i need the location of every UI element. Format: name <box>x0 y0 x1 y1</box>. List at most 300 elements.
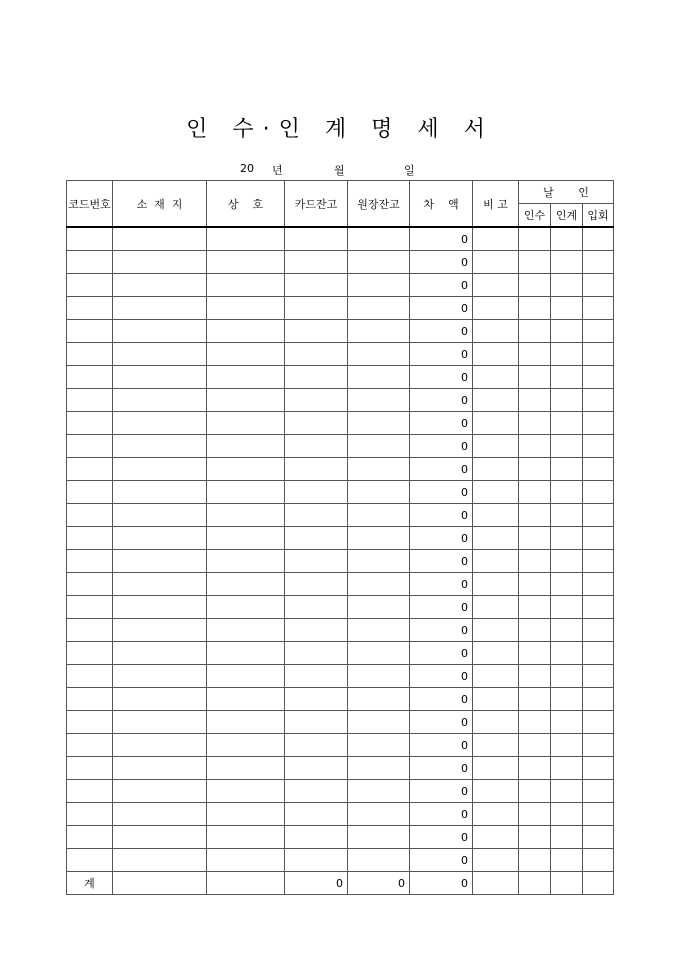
seal-receive-cell <box>519 619 551 642</box>
location-cell <box>113 481 207 504</box>
difference-cell: 0 <box>410 251 473 274</box>
seal-handover-cell <box>551 688 583 711</box>
header-business-name: 상 호 <box>207 181 285 228</box>
location-cell <box>113 227 207 251</box>
seal-witness-cell <box>583 343 614 366</box>
date-day-label: 일 <box>404 164 415 177</box>
ledger-balance-cell <box>348 412 410 435</box>
location-cell <box>113 826 207 849</box>
location-cell <box>113 550 207 573</box>
card-balance-cell <box>285 251 348 274</box>
seal-handover-cell <box>551 527 583 550</box>
difference-cell: 0 <box>410 412 473 435</box>
remarks-cell <box>473 573 519 596</box>
difference-cell: 0 <box>410 665 473 688</box>
seal-witness-cell <box>583 227 614 251</box>
seal-witness-cell <box>583 642 614 665</box>
ledger-balance-cell <box>348 803 410 826</box>
remarks-cell <box>473 619 519 642</box>
seal-witness-cell <box>583 481 614 504</box>
header-difference: 차 액 <box>410 181 473 228</box>
seal-witness-cell <box>583 826 614 849</box>
header-seal: 날 인 <box>519 181 614 204</box>
seal-handover-cell <box>551 596 583 619</box>
card-balance-cell <box>285 688 348 711</box>
business-cell <box>207 274 285 297</box>
total-seal-receive-cell <box>519 872 551 895</box>
card-balance-cell <box>285 849 348 872</box>
seal-witness-cell <box>583 803 614 826</box>
remarks-cell <box>473 366 519 389</box>
card-balance-cell <box>285 274 348 297</box>
difference-cell: 0 <box>410 642 473 665</box>
seal-handover-cell <box>551 803 583 826</box>
remarks-cell <box>473 412 519 435</box>
ledger-balance-cell <box>348 849 410 872</box>
seal-handover-cell <box>551 227 583 251</box>
ledger-balance-cell <box>348 642 410 665</box>
business-cell <box>207 688 285 711</box>
difference-cell: 0 <box>410 504 473 527</box>
remarks-cell <box>473 550 519 573</box>
remarks-cell <box>473 711 519 734</box>
location-cell <box>113 366 207 389</box>
seal-witness-cell <box>583 734 614 757</box>
table-row <box>67 527 614 550</box>
header-seal-handover: 인계 <box>551 204 583 228</box>
ledger-balance-cell <box>348 274 410 297</box>
ledger-balance-cell <box>348 780 410 803</box>
business-cell <box>207 596 285 619</box>
code-cell <box>67 504 113 527</box>
location-cell <box>113 458 207 481</box>
remarks-cell <box>473 458 519 481</box>
card-balance-cell <box>285 757 348 780</box>
remarks-cell <box>473 481 519 504</box>
remarks-cell <box>473 274 519 297</box>
table-row <box>67 227 614 251</box>
code-cell <box>67 389 113 412</box>
location-cell <box>113 619 207 642</box>
header-card-balance: 카드잔고 <box>285 181 348 228</box>
difference-cell: 0 <box>410 389 473 412</box>
seal-receive-cell <box>519 527 551 550</box>
header-ledger-balance: 원장잔고 <box>348 181 410 228</box>
ledger-balance-cell <box>348 320 410 343</box>
seal-handover-cell <box>551 711 583 734</box>
location-cell <box>113 688 207 711</box>
business-cell <box>207 573 285 596</box>
ledger-balance-cell <box>348 366 410 389</box>
seal-witness-cell <box>583 573 614 596</box>
total-location-cell <box>113 872 207 895</box>
seal-receive-cell <box>519 227 551 251</box>
seal-receive-cell <box>519 711 551 734</box>
difference-cell: 0 <box>410 274 473 297</box>
seal-receive-cell <box>519 504 551 527</box>
handover-ledger-table <box>66 180 614 895</box>
seal-receive-cell <box>519 320 551 343</box>
difference-cell: 0 <box>410 849 473 872</box>
ledger-balance-cell <box>348 711 410 734</box>
location-cell <box>113 711 207 734</box>
card-balance-cell <box>285 803 348 826</box>
difference-cell: 0 <box>410 619 473 642</box>
seal-witness-cell <box>583 297 614 320</box>
seal-witness-cell <box>583 458 614 481</box>
seal-witness-cell <box>583 550 614 573</box>
seal-receive-cell <box>519 734 551 757</box>
seal-receive-cell <box>519 596 551 619</box>
ledger-balance-cell <box>348 757 410 780</box>
code-cell <box>67 757 113 780</box>
location-cell <box>113 665 207 688</box>
code-cell <box>67 642 113 665</box>
ledger-balance-cell <box>348 435 410 458</box>
seal-receive-cell <box>519 849 551 872</box>
total-business-cell <box>207 872 285 895</box>
code-cell <box>67 458 113 481</box>
remarks-cell <box>473 389 519 412</box>
difference-cell: 0 <box>410 826 473 849</box>
location-cell <box>113 596 207 619</box>
location-cell <box>113 757 207 780</box>
seal-handover-cell <box>551 274 583 297</box>
seal-handover-cell <box>551 849 583 872</box>
remarks-cell <box>473 435 519 458</box>
card-balance-cell <box>285 619 348 642</box>
business-cell <box>207 227 285 251</box>
seal-witness-cell <box>583 251 614 274</box>
seal-witness-cell <box>583 504 614 527</box>
difference-cell: 0 <box>410 596 473 619</box>
card-balance-cell <box>285 780 348 803</box>
card-balance-cell <box>285 596 348 619</box>
header-seal-receive: 인수 <box>519 204 551 228</box>
ledger-balance-cell <box>348 251 410 274</box>
code-cell <box>67 550 113 573</box>
ledger-body <box>67 227 614 872</box>
table-row <box>67 803 614 826</box>
location-cell <box>113 251 207 274</box>
remarks-cell <box>473 320 519 343</box>
seal-handover-cell <box>551 251 583 274</box>
code-cell <box>67 251 113 274</box>
seal-handover-cell <box>551 780 583 803</box>
business-cell <box>207 780 285 803</box>
ledger-balance-cell <box>348 826 410 849</box>
location-cell <box>113 389 207 412</box>
table-row <box>67 665 614 688</box>
business-cell <box>207 366 285 389</box>
business-cell <box>207 504 285 527</box>
card-balance-cell <box>285 435 348 458</box>
ledger-balance-cell <box>348 389 410 412</box>
difference-cell: 0 <box>410 320 473 343</box>
card-balance-cell <box>285 550 348 573</box>
card-balance-cell <box>285 504 348 527</box>
business-cell <box>207 803 285 826</box>
business-cell <box>207 619 285 642</box>
code-cell <box>67 619 113 642</box>
total-ledger-balance: 0 <box>348 872 410 895</box>
ledger-balance-cell <box>348 573 410 596</box>
difference-cell: 0 <box>410 803 473 826</box>
location-cell <box>113 527 207 550</box>
difference-cell: 0 <box>410 573 473 596</box>
business-cell <box>207 665 285 688</box>
card-balance-cell <box>285 826 348 849</box>
code-cell <box>67 274 113 297</box>
business-cell <box>207 711 285 734</box>
table-row <box>67 366 614 389</box>
table-row <box>67 435 614 458</box>
seal-handover-cell <box>551 343 583 366</box>
code-cell <box>67 227 113 251</box>
table-row <box>67 688 614 711</box>
table-row <box>67 642 614 665</box>
business-cell <box>207 757 285 780</box>
seal-handover-cell <box>551 573 583 596</box>
seal-witness-cell <box>583 527 614 550</box>
seal-witness-cell <box>583 711 614 734</box>
ledger-balance-cell <box>348 481 410 504</box>
card-balance-cell <box>285 389 348 412</box>
location-cell <box>113 803 207 826</box>
seal-handover-cell <box>551 366 583 389</box>
seal-witness-cell <box>583 619 614 642</box>
difference-cell: 0 <box>410 688 473 711</box>
total-card-balance: 0 <box>285 872 348 895</box>
date-year-prefix: 20 <box>240 162 254 175</box>
code-cell <box>67 412 113 435</box>
remarks-cell <box>473 826 519 849</box>
location-cell <box>113 320 207 343</box>
card-balance-cell <box>285 665 348 688</box>
seal-witness-cell <box>583 366 614 389</box>
seal-witness-cell <box>583 665 614 688</box>
seal-witness-cell <box>583 320 614 343</box>
ledger-balance-cell <box>348 619 410 642</box>
code-cell <box>67 297 113 320</box>
difference-cell: 0 <box>410 527 473 550</box>
business-cell <box>207 251 285 274</box>
card-balance-cell <box>285 343 348 366</box>
code-cell <box>67 435 113 458</box>
header-location: 소 재 지 <box>113 181 207 228</box>
ledger-balance-cell <box>348 343 410 366</box>
business-cell <box>207 527 285 550</box>
location-cell <box>113 412 207 435</box>
difference-cell: 0 <box>410 458 473 481</box>
card-balance-cell <box>285 711 348 734</box>
business-cell <box>207 320 285 343</box>
location-cell <box>113 780 207 803</box>
business-cell <box>207 481 285 504</box>
remarks-cell <box>473 504 519 527</box>
table-row <box>67 619 614 642</box>
seal-receive-cell <box>519 780 551 803</box>
table-row <box>67 550 614 573</box>
code-cell <box>67 734 113 757</box>
card-balance-cell <box>285 573 348 596</box>
location-cell <box>113 343 207 366</box>
code-cell <box>67 343 113 366</box>
total-seal-witness-cell <box>583 872 614 895</box>
header-code: 코드번호 <box>67 181 113 228</box>
difference-cell: 0 <box>410 227 473 251</box>
total-row <box>67 872 614 895</box>
card-balance-cell <box>285 366 348 389</box>
card-balance-cell <box>285 320 348 343</box>
remarks-cell <box>473 642 519 665</box>
business-cell <box>207 849 285 872</box>
business-cell <box>207 826 285 849</box>
seal-receive-cell <box>519 803 551 826</box>
remarks-cell <box>473 251 519 274</box>
location-cell <box>113 504 207 527</box>
seal-handover-cell <box>551 757 583 780</box>
code-cell <box>67 366 113 389</box>
code-cell <box>67 320 113 343</box>
seal-witness-cell <box>583 688 614 711</box>
table-row <box>67 320 614 343</box>
seal-handover-cell <box>551 389 583 412</box>
difference-cell: 0 <box>410 366 473 389</box>
header-remarks: 비 고 <box>473 181 519 228</box>
remarks-cell <box>473 596 519 619</box>
table-row <box>67 826 614 849</box>
seal-witness-cell <box>583 780 614 803</box>
business-cell <box>207 642 285 665</box>
card-balance-cell <box>285 642 348 665</box>
seal-receive-cell <box>519 550 551 573</box>
location-cell <box>113 849 207 872</box>
code-cell <box>67 688 113 711</box>
seal-handover-cell <box>551 504 583 527</box>
seal-receive-cell <box>519 343 551 366</box>
card-balance-cell <box>285 527 348 550</box>
remarks-cell <box>473 343 519 366</box>
code-cell <box>67 527 113 550</box>
location-cell <box>113 734 207 757</box>
remarks-cell <box>473 527 519 550</box>
card-balance-cell <box>285 458 348 481</box>
location-cell <box>113 435 207 458</box>
ledger-balance-cell <box>348 688 410 711</box>
seal-receive-cell <box>519 573 551 596</box>
code-cell <box>67 665 113 688</box>
seal-witness-cell <box>583 849 614 872</box>
date-year-label: 년 <box>272 164 283 177</box>
total-seal-handover-cell <box>551 872 583 895</box>
seal-handover-cell <box>551 826 583 849</box>
location-cell <box>113 297 207 320</box>
difference-cell: 0 <box>410 780 473 803</box>
table-row <box>67 458 614 481</box>
date-month-label: 월 <box>334 164 345 177</box>
table-row <box>67 504 614 527</box>
seal-receive-cell <box>519 297 551 320</box>
seal-handover-cell <box>551 550 583 573</box>
business-cell <box>207 734 285 757</box>
seal-handover-cell <box>551 297 583 320</box>
seal-handover-cell <box>551 458 583 481</box>
ledger-balance-cell <box>348 665 410 688</box>
document-title: 인 수·인 계 명 세 서 <box>186 117 494 142</box>
business-cell <box>207 550 285 573</box>
difference-cell: 0 <box>410 550 473 573</box>
code-cell <box>67 481 113 504</box>
table-row <box>67 274 614 297</box>
seal-witness-cell <box>583 435 614 458</box>
seal-receive-cell <box>519 481 551 504</box>
header-seal-witness: 입회 <box>583 204 614 228</box>
seal-handover-cell <box>551 412 583 435</box>
difference-cell: 0 <box>410 711 473 734</box>
seal-witness-cell <box>583 389 614 412</box>
remarks-cell <box>473 849 519 872</box>
seal-handover-cell <box>551 435 583 458</box>
total-difference: 0 <box>410 872 473 895</box>
remarks-cell <box>473 688 519 711</box>
seal-handover-cell <box>551 619 583 642</box>
seal-receive-cell <box>519 826 551 849</box>
seal-witness-cell <box>583 596 614 619</box>
difference-cell: 0 <box>410 481 473 504</box>
remarks-cell <box>473 734 519 757</box>
table-row <box>67 573 614 596</box>
seal-receive-cell <box>519 435 551 458</box>
location-cell <box>113 274 207 297</box>
seal-handover-cell <box>551 734 583 757</box>
seal-witness-cell <box>583 274 614 297</box>
ledger-balance-cell <box>348 596 410 619</box>
remarks-cell <box>473 803 519 826</box>
ledger-balance-cell <box>348 504 410 527</box>
seal-witness-cell <box>583 757 614 780</box>
table-row <box>67 596 614 619</box>
table-row <box>67 251 614 274</box>
code-cell <box>67 780 113 803</box>
table-row <box>67 849 614 872</box>
code-cell <box>67 573 113 596</box>
seal-receive-cell <box>519 389 551 412</box>
remarks-cell <box>473 665 519 688</box>
remarks-cell <box>473 227 519 251</box>
remarks-cell <box>473 757 519 780</box>
seal-receive-cell <box>519 251 551 274</box>
table-row <box>67 297 614 320</box>
remarks-cell <box>473 780 519 803</box>
table-row <box>67 711 614 734</box>
difference-cell: 0 <box>410 757 473 780</box>
card-balance-cell <box>285 734 348 757</box>
difference-cell: 0 <box>410 297 473 320</box>
code-cell <box>67 826 113 849</box>
code-cell <box>67 803 113 826</box>
seal-handover-cell <box>551 320 583 343</box>
business-cell <box>207 389 285 412</box>
seal-receive-cell <box>519 688 551 711</box>
seal-receive-cell <box>519 366 551 389</box>
table-row <box>67 780 614 803</box>
difference-cell: 0 <box>410 734 473 757</box>
ledger-balance-cell <box>348 527 410 550</box>
total-label: 계 <box>67 872 113 895</box>
seal-receive-cell <box>519 642 551 665</box>
ledger-balance-cell <box>348 734 410 757</box>
